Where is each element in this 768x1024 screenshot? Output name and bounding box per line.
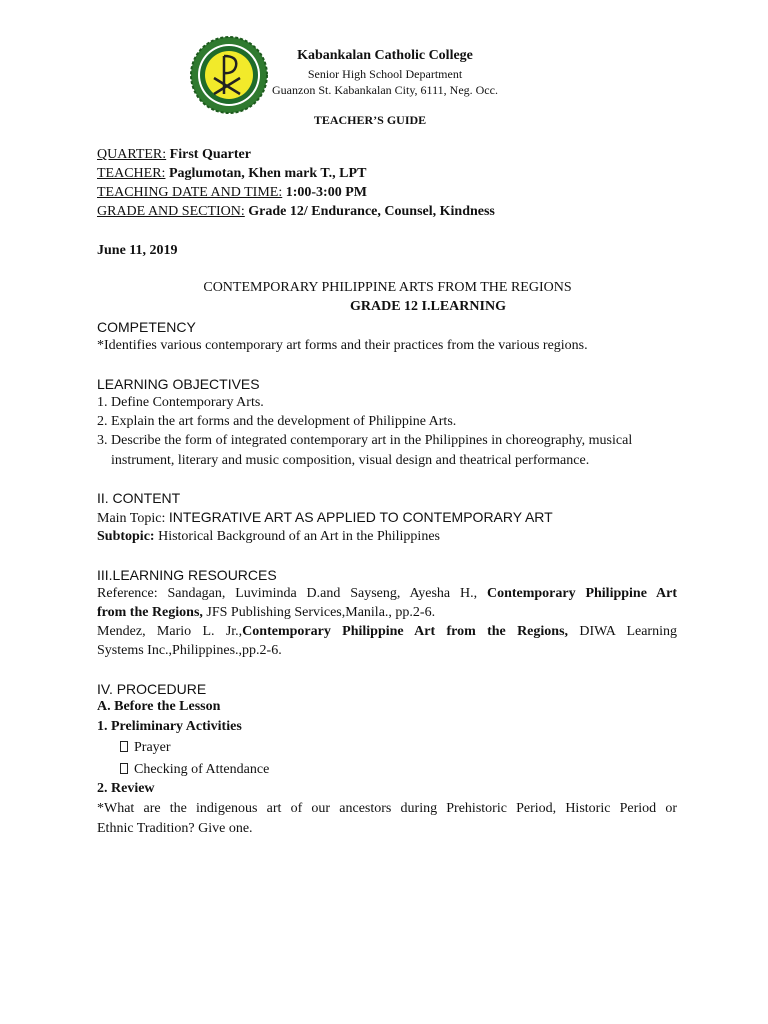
review-heading: 2. Review bbox=[97, 781, 155, 796]
objective-item: 2. Explain the art forms and the development of Philippine Arts. bbox=[97, 414, 457, 429]
review-question: *What are the indigenous art of our ancestors during Prehistoric Period, Historic Period or bbox=[97, 801, 677, 816]
ref-text: Reference: Sandagan, Luviminda D.and Sayseng, Ayesha H., bbox=[97, 586, 487, 601]
main-topic-value: INTEGRATIVE ART AS APPLIED TO CONTEMPORARY ART bbox=[168, 509, 553, 525]
objectives-heading: LEARNING OBJECTIVES bbox=[97, 376, 260, 392]
reference-1-cont bbox=[97, 604, 677, 622]
teacher-value: Paglumotan, Khen mark T., LPT bbox=[168, 166, 367, 181]
grade-label: GRADE AND SECTION: bbox=[97, 204, 245, 219]
competency-heading: COMPETENCY bbox=[97, 319, 196, 335]
objective-item-cont: instrument, literary and music composition, visual design and theatrical performance. bbox=[111, 453, 590, 468]
date-time-label: TEACHING DATE AND TIME: bbox=[97, 185, 283, 200]
ref-text: Mendez, Mario L. Jr., bbox=[97, 624, 243, 639]
bullet-box-icon bbox=[120, 763, 128, 774]
main-topic bbox=[97, 508, 677, 528]
content-heading: II. CONTENT bbox=[97, 490, 181, 506]
main-topic-label: Main Topic: bbox=[97, 511, 169, 526]
quarter-value: First Quarter bbox=[169, 147, 251, 162]
objective-item: 3. Describe the form of integrated contemporary art in the Philippines in choreography, musical bbox=[97, 433, 633, 448]
ref-title: Contemporary Philippine Art from the Regions, bbox=[242, 624, 569, 639]
address: Guanzon St. Kabankalan City, 6111, Neg. Occ. bbox=[272, 83, 498, 97]
ref-title: from the Regions, bbox=[97, 605, 203, 620]
reference-2 bbox=[97, 623, 677, 641]
reference-2-cont: Systems Inc.,Philippines.,pp.2-6. bbox=[97, 643, 282, 658]
quarter-line bbox=[97, 146, 677, 164]
doc-title: TEACHER’S GUIDE bbox=[313, 113, 427, 127]
competency-text: *Identifies various contemporary art forms and their practices from the various regions. bbox=[97, 338, 588, 353]
teacher-label: TEACHER: bbox=[97, 166, 166, 181]
subtopic-label: Subtopic: bbox=[97, 529, 155, 544]
activity-attendance bbox=[120, 761, 700, 779]
school-name: Kabankalan Catholic College bbox=[297, 48, 473, 63]
subtopic-value: Historical Background of an Art in the Philippines bbox=[154, 529, 440, 544]
activity-label: Prayer bbox=[134, 740, 171, 755]
objective-item: 1. Define Contemporary Arts. bbox=[97, 395, 264, 410]
before-lesson: A. Before the Lesson bbox=[97, 699, 221, 714]
quarter-label: QUARTER: bbox=[97, 147, 167, 162]
reference-1 bbox=[97, 585, 677, 603]
subject-title: CONTEMPORARY PHILIPPINE ARTS FROM THE REGIONS bbox=[203, 280, 572, 295]
review-question-cont: Ethnic Tradition? Give one. bbox=[97, 821, 253, 836]
ref-title: Contemporary Philippine Art bbox=[486, 586, 677, 601]
ref-text: JFS Publishing Services,Manila., pp.2-6. bbox=[202, 605, 436, 620]
date-time-value: 1:00-3:00 PM bbox=[285, 185, 367, 200]
bullet-box-icon bbox=[120, 741, 128, 752]
date-time-line bbox=[97, 184, 677, 202]
resources-heading: III.LEARNING RESOURCES bbox=[97, 567, 277, 583]
procedure-heading: IV. PROCEDURE bbox=[97, 681, 207, 697]
grade-value: Grade 12/ Endurance, Counsel, Kindness bbox=[248, 204, 495, 219]
subtopic bbox=[97, 528, 677, 546]
grade-line bbox=[97, 203, 677, 221]
activity-prayer bbox=[120, 739, 700, 757]
activity-label: Checking of Attendance bbox=[134, 762, 270, 777]
department: Senior High School Department bbox=[307, 67, 463, 81]
lesson-date: June 11, 2019 bbox=[97, 243, 178, 258]
preliminary-activities: 1. Preliminary Activities bbox=[97, 719, 242, 734]
teacher-line bbox=[97, 165, 677, 183]
ref-text: DIWA Learning bbox=[568, 624, 677, 639]
subject-grade: GRADE 12 I.LEARNING bbox=[350, 299, 506, 314]
